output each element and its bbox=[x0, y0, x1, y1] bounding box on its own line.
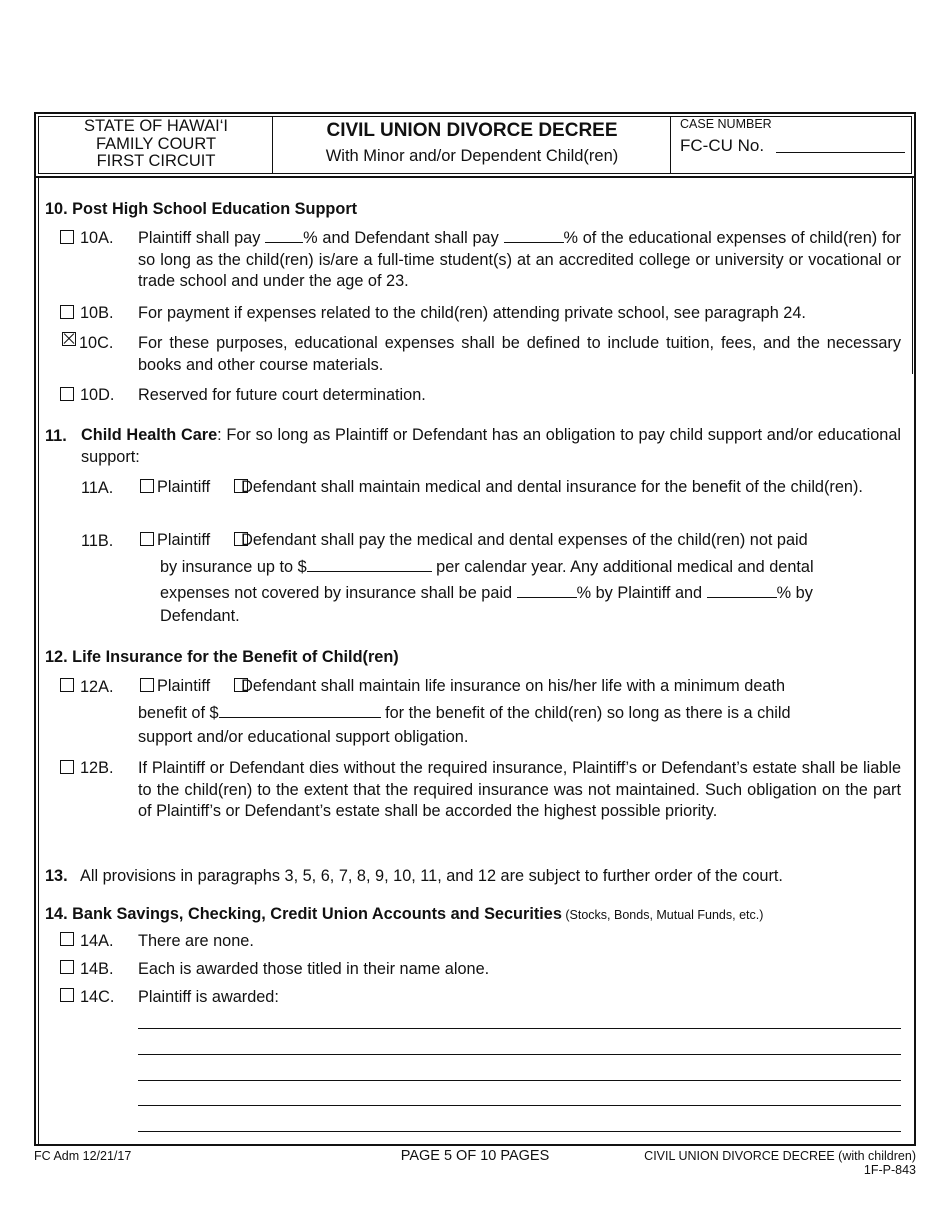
option-12a-defendant: Defendant bbox=[241, 677, 317, 695]
line-11b-1 bbox=[138, 531, 901, 550]
section-12-heading: 12. Life Insurance for the Benefit of Child(ren) bbox=[45, 648, 399, 666]
text-11b-3a: expenses not covered by insurance shall be paid bbox=[160, 584, 517, 602]
document-subtitle: With Minor and/or Dependent Child(ren) bbox=[325, 147, 619, 165]
checkbox-12a[interactable] bbox=[60, 678, 74, 692]
text-12a-1: shall maintain life insurance on his/her life with a minimum death bbox=[316, 677, 786, 695]
checkbox-14a[interactable] bbox=[60, 932, 74, 946]
header-divider-1 bbox=[272, 116, 273, 174]
text-11b-2a: by insurance up to $ bbox=[160, 558, 307, 576]
checkbox-14c[interactable] bbox=[60, 988, 74, 1002]
section-11-intro: : For so long as Plaintiff or Defendant has an obligation to pay child support and/or educational support: bbox=[81, 426, 901, 466]
text-12a-2b: for the benefit of the child(ren) so long as there is a child bbox=[380, 704, 791, 722]
defendant-percent-field-10a[interactable] bbox=[504, 227, 564, 243]
plaintiff-awarded-line-2[interactable] bbox=[138, 1054, 901, 1055]
option-12a-plaintiff: Plaintiff bbox=[157, 677, 211, 695]
text-14c: Plaintiff is awarded: bbox=[138, 988, 279, 1006]
label-11a: 11A. bbox=[81, 479, 114, 497]
body-inner-left-border bbox=[38, 178, 39, 1144]
paragraph-10c: For these purposes, educational expenses shall be defined to include tuition, fees, and the necessary books and other course materials. bbox=[138, 334, 901, 374]
case-number-label: CASE NUMBER bbox=[680, 117, 772, 131]
court-line-2: FAMILY COURT bbox=[95, 134, 217, 153]
line-11b-4: Defendant. bbox=[160, 607, 240, 625]
section-10-heading: 10. Post High School Education Support bbox=[45, 200, 358, 218]
checkbox-10a[interactable] bbox=[60, 230, 74, 244]
checkbox-10b[interactable] bbox=[60, 305, 74, 319]
line-11b-2 bbox=[160, 556, 814, 577]
label-12a: 12A. bbox=[80, 678, 114, 696]
court-name bbox=[40, 118, 272, 171]
section-11-number: 11. bbox=[45, 427, 67, 445]
plaintiff-awarded-line-4[interactable] bbox=[138, 1105, 901, 1106]
paragraph-10b: For payment if expenses related to the child(ren) attending private school, see paragraph 24. bbox=[138, 304, 806, 322]
plaintiff-percent-field-10a[interactable] bbox=[265, 227, 303, 243]
plaintiff-awarded-line-1[interactable] bbox=[138, 1028, 901, 1029]
footer-form-number: 1F-P-843 bbox=[863, 1163, 916, 1177]
section-14-title: 14. Bank Savings, Checking, Credit Union Accounts and Securities bbox=[45, 905, 562, 923]
paragraph-11a bbox=[138, 477, 901, 499]
document-title: CIVIL UNION DIVORCE DECREE bbox=[326, 120, 618, 141]
text-11b-3c: % by bbox=[776, 584, 813, 602]
label-14c: 14C. bbox=[80, 988, 115, 1006]
checkbox-10c[interactable] bbox=[62, 332, 76, 346]
label-10c: 10C. bbox=[79, 334, 114, 352]
section-14-subtitle: (Stocks, Bonds, Mutual Funds, etc.) bbox=[561, 908, 764, 922]
option-11a-defendant: Defendant bbox=[241, 478, 317, 496]
body-inner-right-border bbox=[912, 178, 913, 374]
text-10a-part2: % and Defendant shall pay bbox=[303, 229, 504, 247]
text-10a-part3: % of the educational expenses of child(ren) for so long as the child(ren) is/are a full-time student(s) at an accredited college or university or vocational or trade school and under the age of 23. bbox=[138, 229, 901, 290]
plaintiff-awarded-line-3[interactable] bbox=[138, 1080, 901, 1081]
text-11b-3b: % by Plaintiff and bbox=[576, 584, 707, 602]
footer-doc-title: CIVIL UNION DIVORCE DECREE (with children) bbox=[644, 1149, 916, 1163]
header-divider-2 bbox=[670, 116, 671, 174]
defendant-percent-field-11b[interactable] bbox=[707, 582, 777, 598]
section-13-text: All provisions in paragraphs 3, 5, 6, 7, 8, 9, 10, 11, and 12 are subject to further order of the court. bbox=[80, 867, 783, 885]
label-11b: 11B. bbox=[81, 532, 114, 550]
section-11-title: Child Health Care bbox=[81, 426, 218, 444]
paragraph-12b: If Plaintiff or Defendant dies without the required insurance, Plaintiff’s or Defendant’s estate shall be liable to the child(ren) to the extent that the required insurance was not maintained. Such obligation on the part of Plaintiff’s or Defendant’s estate shall be accorded the highest possible priority. bbox=[138, 759, 901, 820]
line-11b-3 bbox=[160, 582, 813, 603]
section-14-heading bbox=[45, 905, 763, 924]
plaintiff-percent-field-11b[interactable] bbox=[517, 582, 577, 598]
insurance-cap-field-11b[interactable] bbox=[307, 556, 432, 572]
paragraph-10a bbox=[138, 227, 901, 293]
label-12b: 12B. bbox=[80, 759, 114, 777]
checkbox-14b[interactable] bbox=[60, 960, 74, 974]
court-line-3: FIRST CIRCUIT bbox=[96, 152, 216, 170]
text-12a-2a: benefit of $ bbox=[138, 704, 219, 722]
case-number-field[interactable] bbox=[776, 152, 905, 153]
text-14a: There are none. bbox=[138, 932, 254, 950]
option-11a-plaintiff: Plaintiff bbox=[157, 478, 211, 496]
label-14b: 14B. bbox=[80, 960, 114, 978]
section-13-number: 13. bbox=[45, 867, 68, 885]
paragraph-10d: Reserved for future court determination. bbox=[138, 386, 426, 404]
label-10a: 10A. bbox=[80, 229, 114, 247]
death-benefit-field-12a[interactable] bbox=[219, 702, 381, 718]
form-id: FC Adm 12/21/17 bbox=[34, 1149, 132, 1163]
option-11b-defendant: Defendant bbox=[241, 531, 317, 549]
text-14b: Each is awarded those titled in their name alone. bbox=[138, 960, 490, 978]
checkbox-10d[interactable] bbox=[60, 387, 74, 401]
text-10a-part1: Plaintiff shall pay bbox=[138, 229, 266, 247]
text-11b-2b: per calendar year. Any additional medical and dental bbox=[431, 558, 814, 576]
text-11a: shall maintain medical and dental insurance for the benefit of the child(ren). bbox=[316, 478, 863, 496]
text-11b-1: shall pay the medical and dental expenses of the child(ren) not paid bbox=[316, 531, 808, 549]
court-line-1: STATE OF HAWAI‘I bbox=[84, 117, 228, 135]
label-10d: 10D. bbox=[80, 386, 115, 404]
line-12a-3: support and/or educational support obligation. bbox=[138, 728, 469, 746]
plaintiff-awarded-line-5[interactable] bbox=[138, 1131, 901, 1132]
section-11-heading bbox=[81, 425, 901, 468]
label-14a: 14A. bbox=[80, 932, 114, 950]
line-12a-1 bbox=[138, 677, 901, 696]
line-12a-2 bbox=[138, 702, 791, 723]
option-11b-plaintiff: Plaintiff bbox=[157, 531, 211, 549]
case-number-prefix: FC-CU No. bbox=[680, 136, 765, 155]
checkbox-12b[interactable] bbox=[60, 760, 74, 774]
page-number: PAGE 5 OF 10 PAGES bbox=[400, 1148, 550, 1164]
label-10b: 10B. bbox=[80, 304, 114, 322]
